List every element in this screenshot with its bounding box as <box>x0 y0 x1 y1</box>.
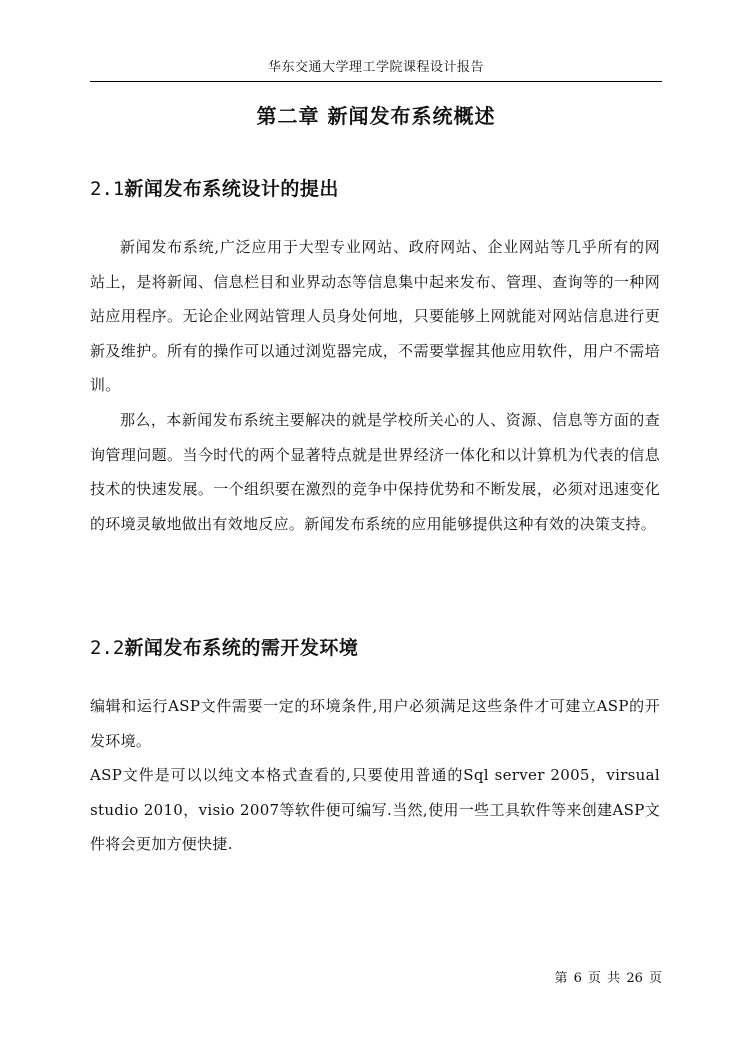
header-rule <box>90 81 662 82</box>
paragraph: ASP文件是可以以纯文本格式查看的,只要使用普通的Sql server 2005，virsual studio 2010，visio 2007等软件便可编写.当然,使用一些工具软件等来创建ASP文件将会更加方便快捷. <box>90 766 660 854</box>
section-number: 2.2 <box>90 637 125 659</box>
section-body-2-2 <box>90 689 660 862</box>
section-body-2-1 <box>90 230 660 541</box>
section-number: 2.1 <box>90 178 125 200</box>
section-title-text: 新闻发布系统的需开发环境 <box>124 637 359 659</box>
section-heading-2-2 <box>90 633 662 663</box>
page-number: 第 6 页 共 26 页 <box>554 971 662 986</box>
paragraph: 编辑和运行ASP文件需要一定的环境条件,用户必须满足这些条件才可建立ASP的开发环境。 <box>90 697 660 750</box>
page-header: 华东交通大学理工学院课程设计报告 <box>267 60 484 75</box>
section-title-text: 新闻发布系统设计的提出 <box>124 178 339 200</box>
section-heading-2-1 <box>90 174 662 204</box>
paragraph: 新闻发布系统,广泛应用于大型专业网站、政府网站、企业网站等几乎所有的网站上，是将新闻、信息栏目和业界动态等信息集中起来发布、管理、查询等的一种网站应用程序。无论企业网站管理人员身处何地，只要能够上网就能对网站信息进行更新及维护。所有的操作可以通过浏览器完成，不需要掌握其他应用软件，用户不需培训。 <box>90 238 660 395</box>
chapter-title: 第二章 新闻发布系统概述 <box>256 104 496 128</box>
paragraph: 那么，本新闻发布系统主要解决的就是学校所关心的人、资源、信息等方面的查询管理问题。当今时代的两个显著特点就是世界经济一体化和以计算机为代表的信息技术的快速发展。一个组织要在激烈的竞争中保持优势和不断发展，必须对迅速变化的环境灵敏地做出有效地反应。新闻发布系统的应用能够提供这种有效的决策支持。 <box>90 410 660 533</box>
